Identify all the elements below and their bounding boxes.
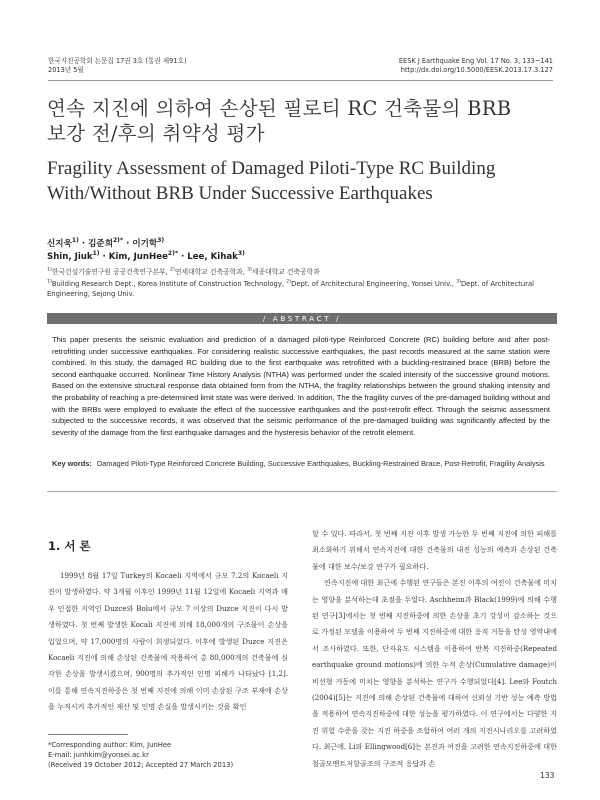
body-column-left [48, 568, 288, 716]
author-2-en: Kim, JunHee [108, 252, 168, 262]
author-1-en-mark: 1) [92, 250, 100, 258]
aff-ko-mark-1: 1) [47, 267, 52, 273]
author-3-en: Lee, Kihak [187, 252, 238, 262]
aff-ko-2: 연세대학교 건축공학과, [174, 268, 248, 276]
author-separator: · [123, 239, 133, 249]
corresponding-author: *Corresponding author: Kim, JunHee [48, 741, 172, 749]
aff-en-mark-2: 2) [286, 279, 292, 285]
abstract-label: / ABSTRACT / [262, 314, 342, 323]
title-korean [47, 96, 557, 146]
author-1-ko-mark: 1) [71, 237, 79, 245]
body-column-right [312, 526, 557, 772]
keywords-label: Key words: [52, 459, 92, 468]
author-2-ko-mark: 2)* [113, 237, 124, 245]
authors-korean [47, 237, 164, 249]
doi-link[interactable]: http://dx.doi.org/10.5000/EESK.2013.17.3.127 [400, 66, 553, 74]
keywords [52, 458, 550, 469]
aff-en-mark-3: 3) [456, 279, 461, 285]
aff-en-2: Dept. of Architectural Engineering, Yonsei Univ., [291, 280, 457, 288]
abstract-banner [47, 313, 557, 324]
author-1-en: Shin, Jiuk [47, 252, 93, 262]
author-separator: · [78, 239, 89, 249]
title-english [47, 156, 557, 206]
journal-name-en: EESK J Earthquake Eng Vol. 17 No. 3, 133~141 [398, 57, 553, 65]
affiliations-korean [47, 267, 320, 277]
author-email[interactable]: E-mail: junhkim@yonsei.ac.kr [48, 751, 149, 759]
authors-english [47, 252, 245, 262]
author-3-ko: 이기학 [132, 239, 158, 249]
author-2-ko: 김준희 [88, 239, 113, 249]
abstract-divider [47, 491, 557, 492]
title-ko-line2: 보강 전/후의 취약성 평가 [47, 122, 265, 145]
title-en-line1: Fragility Assessment of Damaged Piloti-Type RC Building [47, 158, 496, 179]
author-3-ko-mark: 3) [157, 237, 165, 245]
aff-ko-3: 세종대학교 건축공학과 [251, 268, 320, 276]
aff-en-3: Dept. of Architectural Engineering, Sejong Univ. [47, 280, 535, 298]
footnote-divider [48, 734, 128, 735]
page-number: 133 [540, 771, 555, 780]
paragraph: 1999년 8월 17일 Turkey의 Kocaeli 지역에서 규모 7.2의 Kocaeli 지진이 발생하였다. 약 3개월 이후인 1999년 11월 12일에 Kocaeli 지역과 매우 인접한 지역인 Duzce와 Bolu에서 규모 7 이상의 Duzce 지진이 다시 발생하였다. 첫 번째 발생한 Kocali 지진에 의해 18,000개의 구조물이 손상을 입었으며, 약 17,000명의 사람이 희생되었다. 이후에 발생된 Duzce 지진은 Kocaeli 지진에 의해 손상된 건축물에 작용하여 총 80,000개의 건축물에 심각한 손상을 발생시켰으며, 900명의 추가적인 인명 피해가 나타났다 [1,2]. 이를 통해 연속지진하중은 첫 번째 지진에 의해 이미 손상된 구조 부재에 손상을 누적시켜 추가적인 재산 및 인명 손실을 발생시키는 것을 확인 [48, 571, 288, 712]
paragraph: 할 수 있다. 따라서, 첫 번째 지진 이후 발생 가능한 두 번째 지진에 의한 피해를 최소화하기 위해서 연속지진에 대한 건축물의 내진 성능의 예측과 손상된 건축물에 대한 보수/보강 연구가 필요하다. [312, 529, 557, 571]
title-ko-line1: 연속 지진에 의하여 손상된 필로티 RC 건축물의 BRB [47, 97, 512, 120]
footnote [48, 740, 233, 770]
aff-en-1: Building Research Dept., Korea Institute of Construction Technology, [51, 280, 287, 288]
journal-name-ko: 한국지진공학회 논문집 17권 3호 (통권 제91호) [48, 57, 187, 65]
header-divider [48, 80, 553, 81]
aff-ko-mark-2: 2) [170, 267, 175, 273]
section-title-introduction: 1. 서 론 [48, 539, 91, 553]
author-2-en-mark: 2)* [167, 250, 178, 258]
abstract-body: This paper presents the seismic evaluation and prediction of a damaged piloti-type Reinforced Concrete (RC) building before and after post-retrofitting under successive earthquakes. For considering realistic successive earthquakes, the past records measured at the same station were combined. In this study, the damaged RC building due to the first earthquake was retrofitted with a buckling-restrained brace (BRB) before the second earthquake occurred. Nonlinear Time History Analysis (NTHA) was performed under the scaled intensity of the successive ground motions. Based on the extensive structural response data obtained form from the NTHA, the fragility relationships between the ground shaking intensity and the probability of reaching a pre-determined limit state was were derived. In addition, The the fragility curves of the pre-damaged building without and with the BRBs were employed to evaluate the effect of the successive earthquakes and the post-retrofit effect. Through the seismic assessment subjected to the successive records, it was observed that the seismic performance of the pre-damaged building was significantly affected by the severity of the damage from the first earthquake damages and the hysteresis behavior of the retrofit element. [52, 335, 550, 437]
issue-date-ko: 2013년 5월 [48, 66, 84, 74]
received-accepted-dates: (Received 19 October 2012; Accepted 27 March 2013) [48, 761, 234, 769]
keywords-text: Damaged Piloti-Type Reinforced Concrete Building, Successive Earthquakes, Buckling-Restrained Brace, Post-Retrofit, Fragility Analysis [96, 459, 545, 468]
author-separator: · [99, 252, 109, 262]
author-separator: · [178, 252, 188, 262]
journal-header-ko [48, 57, 187, 75]
journal-header-en [399, 57, 553, 75]
aff-ko-1: 한국건설기술연구원 공공건축연구본부, [51, 268, 170, 276]
author-1-ko: 신지욱 [47, 239, 72, 249]
aff-ko-mark-3: 3) [247, 267, 252, 273]
aff-en-mark-1: 1) [47, 279, 52, 285]
paragraph: 연속지진에 대한 최근에 수행된 연구들은 본진 이후의 여진이 건축물에 미치는 영향을 분석하는데 초점을 두었다. Aschheim과 Black(1999)에 의해 수행된 연구[3]에서는 첫 번째 지진하중에 의한 손상을 초기 강성이 감소하는 것으로 가정된 모델을 이용하여 두 번째 지진하중에 대한 응직 거동을 탄성 영역내에서 조사하였다. 또한, 단자유도 시스템을 이용하여 반복 지진하중(Repeated earthquake ground motions)에 의한 누적 손상(Cumulative damage)이 비선형 거동에 미치는 영향을 분석하는 연구가 수행되었다[4]. Lee와 Foutch (2004)[5]는 지진에 의해 손상된 건축물에 대하여 신뢰성 기반 성능 예측 방법을 적용하여 연속지진하중에 대한 성능을 평가하였다. 이 연구에서는 다양한 지진 위험 수준을 갖는 지진 하중을 조합하여 여러 개의 지진시나리오를 고려하였다. 최근에, Li와 Ellingwood[6]는 본진과 여진을 고려한 연속지진하중에 대한 철골모멘트저항골조의 구조적 응답과 손 [312, 578, 557, 768]
title-en-line2: With/Without BRB Under Successive Earthquakes [47, 183, 433, 204]
affiliations-english [47, 279, 557, 299]
author-3-en-mark: 3) [237, 250, 245, 258]
